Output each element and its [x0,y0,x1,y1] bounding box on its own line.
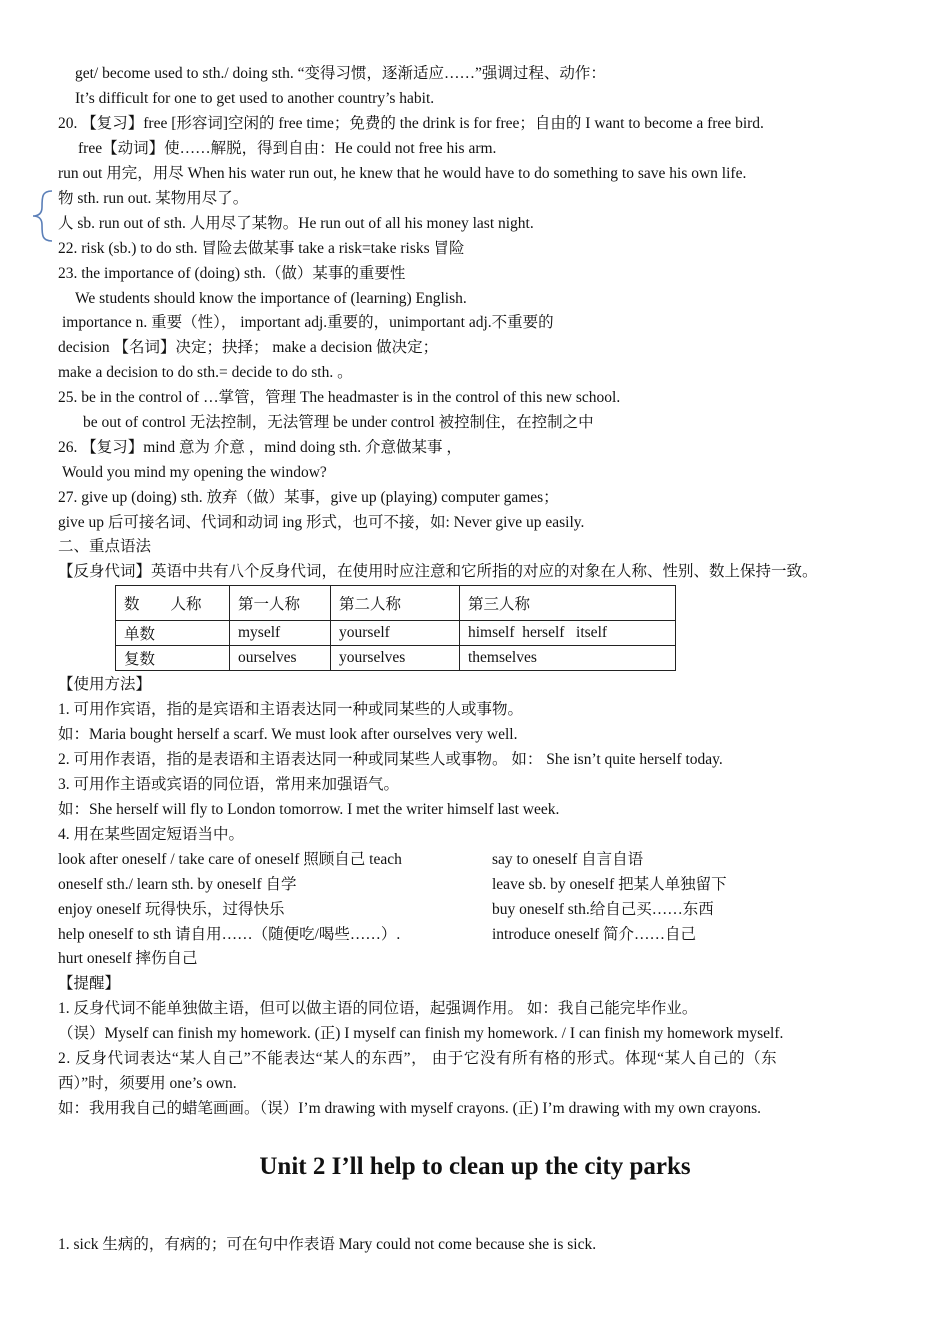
text-line: 【反身代词】英语中共有八个反身代词，在使用时应注意和它所指的对应的对象在人称、性别、数上保持一致。 [58,563,818,580]
text-line: get/ become used to sth./ doing sth. “变得习惯，逐渐适应……”强调过程、动作： [75,65,606,82]
text-line: 25. be in the control of …掌管，管理 The headmaster is in the control of this new school. [58,389,621,406]
text-line: 1. 反身代词不能单独做主语，但可以做主语的同位语，起强调作用。 如：我自己能完毕作业。 [58,1000,698,1017]
text-line: 22. risk (sb.) to do sth. 冒险去做某事 take a risk=take risks 冒险 [58,240,465,257]
phrase-right: leave sb. by oneself 把某人单独留下 [492,876,727,893]
phrase-left: enjoy oneself 玩得快乐，过得快乐 [58,901,285,918]
curly-brace-icon [30,189,56,243]
table-header-cell: 第一人称 [230,586,331,621]
table-cell: 复数 [116,646,230,671]
text-line: importance n. 重要（性）， important adj.重要的，unimportant adj.不重要的 [62,314,554,331]
text-line: 西）”时，须要用 one’s own. [58,1075,237,1092]
text-line: run out 用完，用尽 When his water run out, he knew that he would have to do something to save his own life. [58,165,747,182]
text-line: 3. 可用作主语或宾语的同位语，常用来加强语气。 [58,776,400,793]
text-line: decision 【名词】决定；抉择； make a decision 做决定； [58,339,439,356]
table-header-row [116,586,676,621]
table-header-cell: 第二人称 [331,586,460,621]
text-line: make a decision to do sth.= decide to do sth. 。 [58,364,353,381]
section-heading: 二、重点语法 [58,538,152,555]
table-cell: yourselves [331,646,460,671]
table-cell: 单数 [116,621,230,646]
reflexive-pronoun-table [115,585,676,671]
unit-title: Unit 2 I’ll help to clean up the city parks [259,1153,691,1180]
text-line: 如：She herself will fly to London tomorrow. I met the writer himself last week. [58,801,560,818]
text-line: Would you mind my opening the window? [62,464,327,481]
text-line: 1. 可用作宾语，指的是宾语和主语表达同一种或同某些的人或事物。 [58,701,524,718]
text-line: 27. give up (doing) sth. 放弃（做）某事，give up (playing) computer games； [58,489,559,506]
table-row [116,646,676,671]
phrase-left: oneself sth./ learn sth. by oneself 自学 [58,876,297,893]
text-line: 人 sb. run out of sth. 人用尽了某物。He run out of all his money last night. [58,215,534,232]
table-cell: ourselves [230,646,331,671]
text-line: 物 sth. run out. 某物用尽了。 [58,190,249,207]
text-line: give up 后可接名词、代词和动词 ing 形式，也可不接，如: Never give up easily. [58,514,585,531]
text-line: （误）Myself can finish my homework. (正) I myself can finish my homework. / I can finish my homework myself. [58,1025,784,1042]
text-line: We students should know the importance of (learning) English. [75,290,467,307]
table-cell: myself [230,621,331,646]
text-line: 23. the importance of (doing) sth.（做）某事的重要性 [58,265,406,282]
text-line: 如：Maria bought herself a scarf. We must look after ourselves very well. [58,726,518,743]
phrase-left: help oneself to sth 请自用……（随便吃/喝些……）. [58,926,401,943]
table-header-cell: 数 人称 [116,586,230,621]
phrase-left: look after oneself / take care of oneself 照顾自己 teach [58,851,402,868]
text-line: 4. 用在某些固定短语当中。 [58,826,245,843]
phrase-right: say to oneself 自言自语 [492,851,644,868]
text-line: 26. 【复习】mind 意为 介意 ，mind doing sth. 介意做某事 ， [58,439,462,456]
text-line: free【动词】使……解脱，得到自由：He could not free his arm. [78,140,497,157]
section-heading: 【使用方法】 [58,676,152,693]
table-cell: yourself [331,621,460,646]
text-line: 如：我用我自己的蜡笔画画。（误）I’m drawing with myself crayons. (正) I’m drawing with my own crayons. [58,1100,761,1117]
text-line: 20. 【复习】free [形容词]空闲的 free time；免费的 the drink is for free；自由的 I want to become a free bird. [58,115,764,132]
table-cell: themselves [460,646,676,671]
section-heading: 【提醒】 [58,975,121,992]
text-line: 1. sick 生病的，有病的；可在句中作表语 Mary could not come because she is sick. [58,1236,597,1253]
table-header-cell: 第三人称 [460,586,676,621]
table-cell: himself herself itself [460,621,676,646]
phrase-right: buy oneself sth.给自己买……东西 [492,901,714,918]
table-row [116,621,676,646]
text-line: 2. 可用作表语，指的是表语和主语表达同一种或同某些人或事物。 如： She isn’t quite herself today. [58,751,723,768]
phrase-left: hurt oneself 摔伤自己 [58,950,198,967]
text-line: 2. 反身代词表达“某人自己”不能表达“某人的东西”， 由于它没有所有格的形式。体现“某人自己的（东 [58,1050,778,1067]
text-line: It’s difficult for one to get used to another country’s habit. [75,90,435,107]
text-line: be out of control 无法控制，无法管理 be under control 被控制住，在控制之中 [83,414,594,431]
phrase-right: introduce oneself 简介……自己 [492,926,697,943]
